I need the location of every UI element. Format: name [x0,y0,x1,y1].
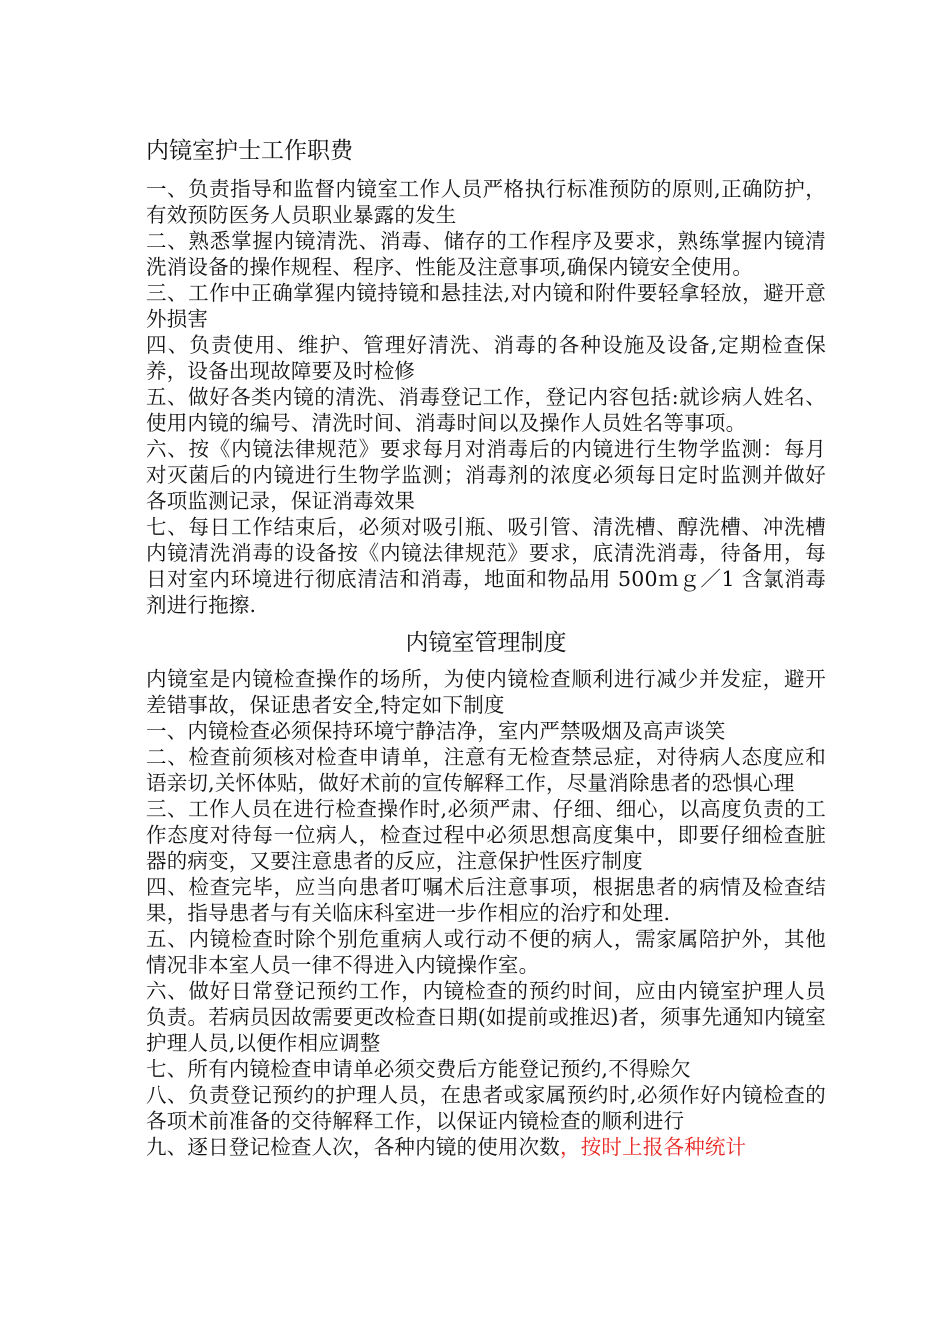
duty-item-7: 七、每日工作结束后，必须对吸引瓶、吸引管、清洗槽、醇洗槽、冲洗槽内镜清洗消毒的设备按《内镜法律规范》要求，底清洗消毒，待备用，每日对室内环境进行彻底清洁和消毒，地面和物品用 500ｍｇ／1 含氯消毒剂进行拖擦. [146,515,826,617]
duty-item-4: 四、负责使用、维护、管理好清洗、消毒的各种设施及设备,定期检查保养，设备出现故障要及时检修 [146,333,826,383]
rule-item-9 [146,1134,826,1160]
rules-intro: 内镜室是内镜检查操作的场所，为使内镜检查顺利进行减少并发症，避开差错事故，保证患者安全,特定如下制度 [146,667,826,717]
rule-item-8: 八、负责登记预约的护理人员，在患者或家属预约时,必须作好内镜检查的各项术前准备的交待解释工作，以保证内镜检查的顺利进行 [146,1083,826,1133]
rule-item-9-text: 九、逐日登记检查人次，各种内镜的使用次数 [146,1135,560,1159]
rule-item-6: 六、做好日常登记预约工作，内镜检查的预约时间，应由内镜室护理人员负责。若病员因故需要更改检查日期(如提前或推迟)者，须事先通知内镜室护理人员,以便作相应调整 [146,979,826,1055]
nurse-duties-title: 内镜室护士工作职费 [146,138,353,164]
rule-item-9-red-text: ，按时上报各种统计 [560,1135,747,1159]
rule-item-5: 五、内镜检查时除个别危重病人或行动不便的病人，需家属陪护外，其他情况非本室人员一律不得进入内镜操作室。 [146,927,826,977]
rule-item-7: 七、所有内镜检查申请单必须交费后方能登记预约,不得赊欠 [146,1057,691,1081]
rule-item-1: 一、内镜检查必须保持环境宁静洁净，室内严禁吸烟及高声谈笑 [146,719,726,743]
duty-item-3: 三、工作中正确掌猩内镜持镜和悬挂法,对内镜和附件要轻拿轻放，避开意外损害 [146,281,826,331]
duty-item-1: 一、负责指导和监督内镜室工作人员严格执行标准预防的原则,正确防护，有效预防医务人员职业暴露的发生 [146,177,826,227]
management-rules-title: 内镜室管理制度 [405,630,567,656]
rule-item-2: 二、检查前须核对检查申请单，注意有无检查禁忌症，对待病人态度应和语亲切,关怀体贴，做好术前的宣传解释工作，尽量消除患者的恐惧心理 [146,745,826,795]
duty-item-6: 六、按《内镜法律规范》要求每月对消毒后的内镜进行生物学监测：每月对灭菌后的内镜进行生物学监测；消毒剂的浓度必须每日定时监测并做好各项监测记录，保证消毒效果 [146,437,826,513]
document-page [146,134,826,1160]
duty-item-5: 五、做好各类内镜的清洗、消毒登记工作，登记内容包括:就诊病人姓名、使用内镜的编号、清洗时间、消毒时间以及操作人员姓名等事项。 [146,385,826,435]
duty-item-2: 二、熟悉掌握内镜清洗、消毒、储存的工作程序及要求，熟练掌握内镜清洗消设备的操作规程、程序、性能及注意事项,确保内镜安全使用。 [146,229,826,279]
rule-item-4: 四、检查完毕，应当向患者叮嘱术后注意事项，根据患者的病情及检查结果，指导患者与有关临床科室进一步作相应的治疗和处理. [146,875,826,925]
rule-item-3: 三、工作人员在进行检查操作时,必须严肃、仔细、细心，以高度负责的工作态度对待每一位病人，检查过程中必须思想高度集中，即要仔细检查脏器的病变，又要注意患者的反应，注意保护性医疗制度 [146,797,826,873]
